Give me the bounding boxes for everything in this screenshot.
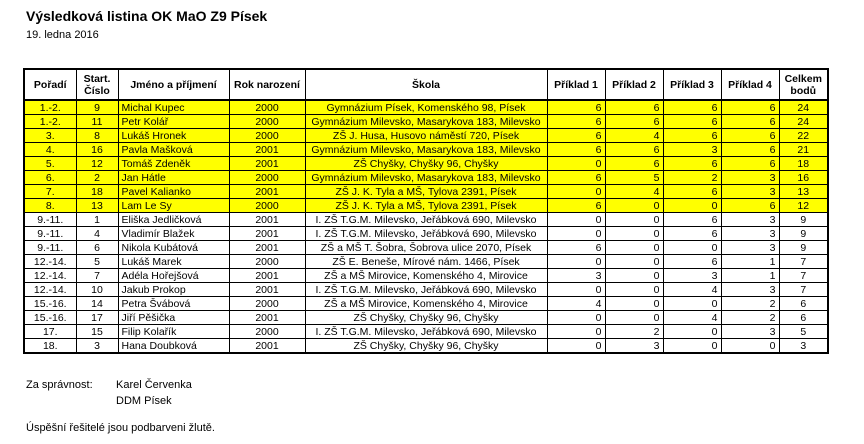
cell-p1: 0 [547,311,605,325]
table-row [24,185,828,199]
cell-p3: 0 [663,199,721,213]
cell-p3: 6 [663,227,721,241]
table-row [24,115,828,129]
header-celkem-line1: Celkem [784,72,822,85]
cell-skola: ZŠ J. Husa, Husovo náměstí 720, Písek [305,129,547,143]
cell-skola: ZŠ a MŠ T. Šobra, Šobrova ulice 2070, Písek [305,241,547,255]
results-table [23,68,829,354]
cell-jmeno: Hana Doubková [118,339,229,354]
cell-p1: 0 [547,213,605,227]
cell-p4: 2 [721,297,779,311]
cell-celkem: 9 [779,213,828,227]
cell-rok: 2001 [229,311,305,325]
cell-jmeno: Jakub Prokop [118,283,229,297]
cell-p2: 0 [605,297,663,311]
cell-p3: 6 [663,100,721,115]
header-celkem [779,69,828,100]
table-row [24,227,828,241]
cell-poradi: 12.-14. [24,255,76,269]
cell-skola: I. ZŠ T.G.M. Milevsko, Jeřábková 690, Milevsko [305,213,547,227]
cell-poradi: 18. [24,339,76,354]
cell-rok: 2000 [229,325,305,339]
cell-rok: 2001 [229,339,305,354]
cell-p4: 1 [721,255,779,269]
cell-poradi: 1.-2. [24,115,76,129]
cell-p2: 0 [605,241,663,255]
cell-start-cislo: 5 [76,255,118,269]
cell-poradi: 12.-14. [24,283,76,297]
cell-start-cislo: 2 [76,171,118,185]
cell-rok: 2000 [229,255,305,269]
table-row [24,297,828,311]
header-jmeno: Jméno a příjmení [118,69,229,100]
cell-rok: 2001 [229,269,305,283]
cell-p2: 0 [605,199,663,213]
cell-p3: 0 [663,339,721,354]
cell-start-cislo: 4 [76,227,118,241]
header-p3: Příklad 3 [663,69,721,100]
cell-celkem: 16 [779,171,828,185]
cell-p2: 5 [605,171,663,185]
cell-p4: 0 [721,339,779,354]
table-row [24,171,828,185]
cell-skola: Gymnázium Písek, Komenského 98, Písek [305,100,547,115]
table-row [24,100,828,115]
table-row [24,213,828,227]
table-row [24,143,828,157]
cell-p2: 0 [605,283,663,297]
cell-skola: Gymnázium Milevsko, Masarykova 183, Milevsko [305,171,547,185]
cell-rok: 2000 [229,199,305,213]
cell-jmeno: Lukáš Hronek [118,129,229,143]
cell-p1: 0 [547,339,605,354]
cell-poradi: 5. [24,157,76,171]
cell-p1: 0 [547,325,605,339]
cell-p1: 6 [547,171,605,185]
cell-celkem: 7 [779,255,828,269]
cell-p1: 0 [547,283,605,297]
cell-p2: 2 [605,325,663,339]
cell-p2: 6 [605,115,663,129]
cell-poradi: 3. [24,129,76,143]
header-p4: Příklad 4 [721,69,779,100]
cell-skola: Gymnázium Milevsko, Masarykova 183, Milevsko [305,143,547,157]
cell-celkem: 7 [779,269,828,283]
cell-poradi: 9.-11. [24,227,76,241]
cell-p4: 6 [721,199,779,213]
footer-note: Úspěšní řešitelé jsou podbarveni žlutě. [26,422,215,434]
cell-p2: 3 [605,339,663,354]
cell-poradi: 9.-11. [24,241,76,255]
table-row [24,157,828,171]
cell-poradi: 15.-16. [24,311,76,325]
cell-skola: ZŠ J. K. Tyla a MŠ, Tylova 2391, Písek [305,199,547,213]
cell-p3: 0 [663,241,721,255]
table-row [24,311,828,325]
cell-celkem: 9 [779,241,828,255]
cell-p4: 3 [721,325,779,339]
cell-start-cislo: 9 [76,100,118,115]
cell-p1: 0 [547,185,605,199]
cell-poradi: 6. [24,171,76,185]
cell-skola: ZŠ E. Beneše, Mírové nám. 1466, Písek [305,255,547,269]
cell-p1: 0 [547,255,605,269]
cell-jmeno: Adéla Hořejšová [118,269,229,283]
cell-skola: ZŠ Chyšky, Chyšky 96, Chyšky [305,311,547,325]
cell-p3: 3 [663,143,721,157]
cell-p2: 4 [605,129,663,143]
cell-p4: 6 [721,100,779,115]
cell-celkem: 5 [779,325,828,339]
cell-p3: 6 [663,129,721,143]
cell-poradi: 7. [24,185,76,199]
cell-p1: 6 [547,241,605,255]
cell-rok: 2000 [229,171,305,185]
cell-celkem: 18 [779,157,828,171]
cell-start-cislo: 17 [76,311,118,325]
footer-label: Za správnost: [26,379,93,391]
header-skola: Škola [305,69,547,100]
document-date: 19. ledna 2016 [26,29,99,41]
header-p2: Příklad 2 [605,69,663,100]
cell-skola: ZŠ Chyšky, Chyšky 96, Chyšky [305,157,547,171]
table-body [24,100,828,353]
cell-celkem: 13 [779,185,828,199]
cell-rok: 2000 [229,100,305,115]
cell-p2: 6 [605,143,663,157]
cell-skola: I. ZŠ T.G.M. Milevsko, Jeřábková 690, Milevsko [305,227,547,241]
cell-jmeno: Pavel Kalianko [118,185,229,199]
header-poradi: Pořadí [24,69,76,100]
table-row [24,199,828,213]
cell-p2: 0 [605,255,663,269]
table-row [24,283,828,297]
header-start-cislo [76,69,118,100]
cell-jmeno: Nikola Kubátová [118,241,229,255]
cell-start-cislo: 18 [76,185,118,199]
cell-p4: 2 [721,311,779,325]
cell-p1: 4 [547,297,605,311]
cell-skola: Gymnázium Milevsko, Masarykova 183, Milevsko [305,115,547,129]
cell-celkem: 7 [779,283,828,297]
header-p1: Příklad 1 [547,69,605,100]
cell-start-cislo: 8 [76,129,118,143]
table-row [24,339,828,354]
cell-p3: 3 [663,269,721,283]
cell-p2: 4 [605,185,663,199]
cell-start-cislo: 15 [76,325,118,339]
cell-jmeno: Tomáš Zdeněk [118,157,229,171]
cell-rok: 2000 [229,129,305,143]
cell-start-cislo: 12 [76,157,118,171]
cell-poradi: 9.-11. [24,213,76,227]
cell-p4: 3 [721,213,779,227]
cell-start-cislo: 1 [76,213,118,227]
cell-jmeno: Petra Švábová [118,297,229,311]
table-row [24,325,828,339]
cell-jmeno: Lam Le Sy [118,199,229,213]
cell-jmeno: Eliška Jedličková [118,213,229,227]
cell-celkem: 3 [779,339,828,354]
cell-skola: I. ZŠ T.G.M. Milevsko, Jeřábková 690, Milevsko [305,325,547,339]
cell-jmeno: Jan Hátle [118,171,229,185]
cell-p1: 6 [547,115,605,129]
cell-p1: 6 [547,199,605,213]
cell-jmeno: Pavla Mašková [118,143,229,157]
cell-p4: 3 [721,227,779,241]
cell-rok: 2001 [229,185,305,199]
cell-skola: ZŠ Chyšky, Chyšky 96, Chyšky [305,339,547,354]
cell-rok: 2001 [229,227,305,241]
cell-rok: 2000 [229,297,305,311]
cell-p1: 6 [547,100,605,115]
table-row [24,269,828,283]
cell-poradi: 4. [24,143,76,157]
cell-start-cislo: 11 [76,115,118,129]
cell-p2: 0 [605,227,663,241]
cell-p4: 6 [721,157,779,171]
cell-p1: 3 [547,269,605,283]
cell-start-cislo: 3 [76,339,118,354]
cell-skola: ZŠ a MŠ Mirovice, Komenského 4, Mirovice [305,297,547,311]
cell-skola: ZŠ J. K. Tyla a MŠ, Tylova 2391, Písek [305,185,547,199]
cell-p3: 4 [663,283,721,297]
cell-p4: 6 [721,129,779,143]
cell-start-cislo: 14 [76,297,118,311]
cell-p4: 3 [721,283,779,297]
cell-p3: 6 [663,115,721,129]
cell-skola: I. ZŠ T.G.M. Milevsko, Jeřábková 690, Milevsko [305,283,547,297]
cell-poradi: 12.-14. [24,269,76,283]
cell-start-cislo: 13 [76,199,118,213]
cell-p1: 6 [547,143,605,157]
cell-rok: 2001 [229,283,305,297]
cell-poradi: 15.-16. [24,297,76,311]
cell-jmeno: Michal Kupec [118,100,229,115]
cell-rok: 2000 [229,115,305,129]
cell-celkem: 6 [779,297,828,311]
cell-p4: 6 [721,143,779,157]
table-row [24,129,828,143]
cell-jmeno: Vladimír Blažek [118,227,229,241]
cell-p3: 2 [663,171,721,185]
cell-celkem: 24 [779,115,828,129]
cell-p4: 3 [721,171,779,185]
footer-signer-name: Karel Červenka [116,379,192,391]
cell-jmeno: Jiří Pěšička [118,311,229,325]
cell-rok: 2001 [229,241,305,255]
cell-p3: 6 [663,255,721,269]
cell-p3: 0 [663,297,721,311]
cell-rok: 2001 [229,143,305,157]
cell-p1: 0 [547,157,605,171]
cell-p4: 1 [721,269,779,283]
table-row [24,241,828,255]
header-start-line1: Start. [83,72,111,85]
cell-start-cislo: 16 [76,143,118,157]
cell-p2: 0 [605,269,663,283]
cell-rok: 2001 [229,157,305,171]
cell-p4: 6 [721,115,779,129]
cell-rok: 2001 [229,213,305,227]
cell-p2: 0 [605,213,663,227]
cell-start-cislo: 10 [76,283,118,297]
header-celkem-line2: bodů [790,84,817,97]
header-rok: Rok narození [229,69,305,100]
cell-p1: 0 [547,227,605,241]
cell-celkem: 6 [779,311,828,325]
cell-p3: 4 [663,311,721,325]
cell-p4: 3 [721,185,779,199]
cell-p4: 3 [721,241,779,255]
cell-celkem: 21 [779,143,828,157]
cell-start-cislo: 7 [76,269,118,283]
cell-start-cislo: 6 [76,241,118,255]
cell-p2: 6 [605,100,663,115]
header-start-line2: Číslo [84,84,110,97]
cell-p1: 6 [547,129,605,143]
cell-celkem: 24 [779,100,828,115]
cell-p2: 0 [605,311,663,325]
cell-p3: 6 [663,157,721,171]
cell-celkem: 9 [779,227,828,241]
cell-skola: ZŠ a MŠ Mirovice, Komenského 4, Mirovice [305,269,547,283]
cell-celkem: 22 [779,129,828,143]
document-title: Výsledková listina OK MaO Z9 Písek [26,8,268,24]
cell-jmeno: Filip Kolařík [118,325,229,339]
cell-celkem: 12 [779,199,828,213]
cell-poradi: 8. [24,199,76,213]
footer-organization: DDM Písek [116,395,172,407]
cell-poradi: 17. [24,325,76,339]
table-row [24,255,828,269]
cell-p3: 6 [663,213,721,227]
cell-jmeno: Petr Kolář [118,115,229,129]
table-header-row [24,69,828,100]
cell-p2: 6 [605,157,663,171]
cell-jmeno: Lukáš Marek [118,255,229,269]
cell-p3: 0 [663,325,721,339]
cell-p3: 6 [663,185,721,199]
cell-poradi: 1.-2. [24,100,76,115]
